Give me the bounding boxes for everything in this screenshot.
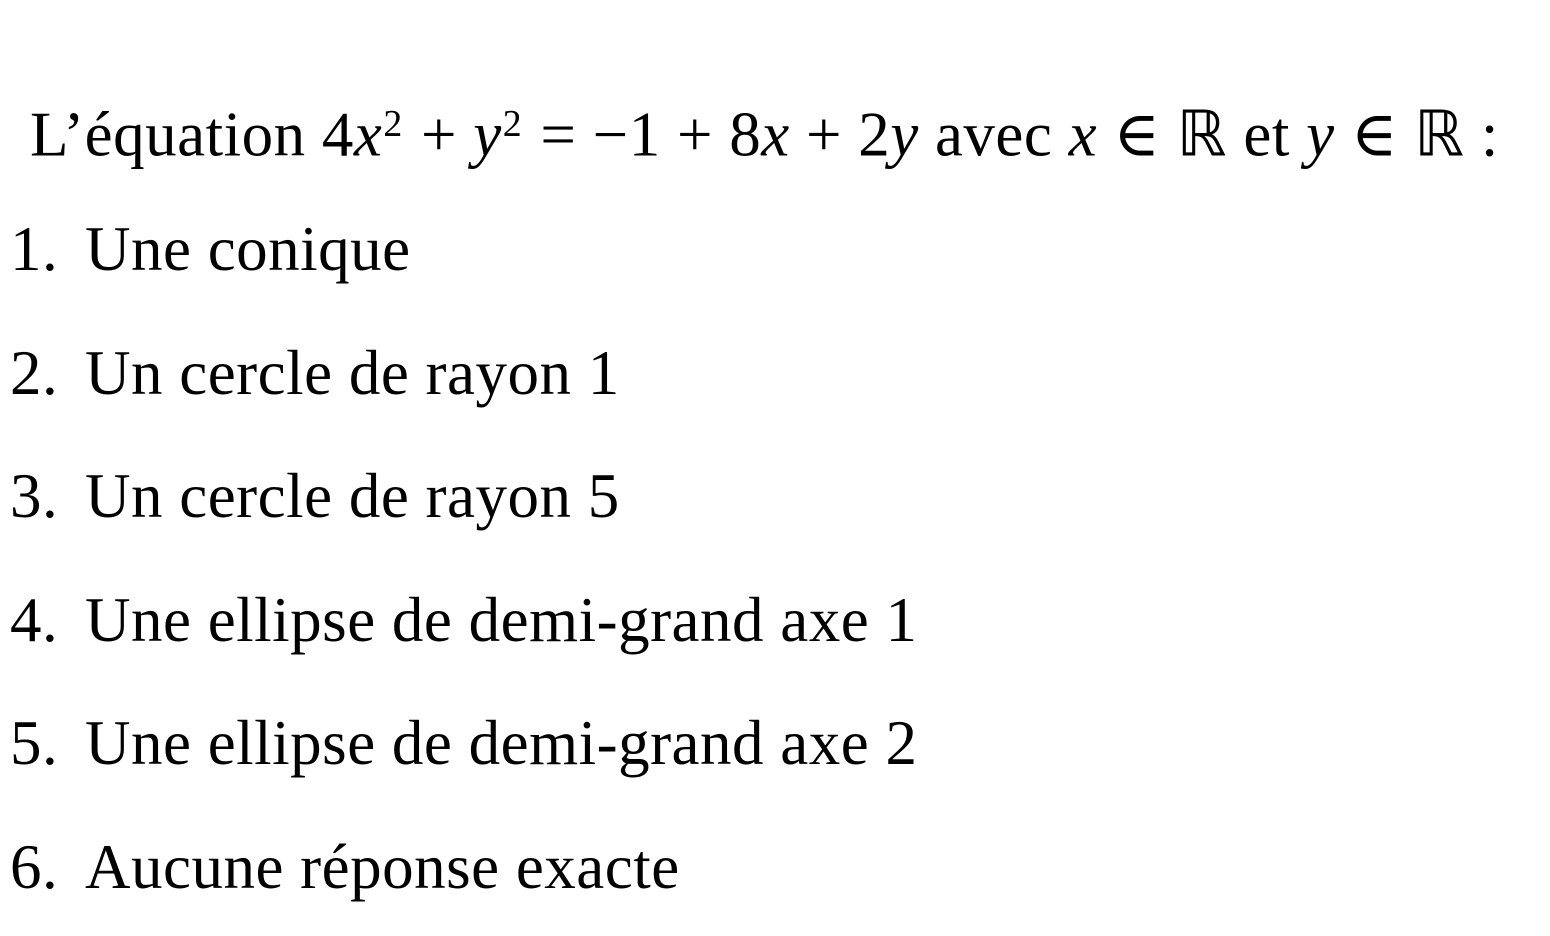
option-number: 2. bbox=[10, 338, 59, 408]
option-4[interactable] bbox=[10, 585, 917, 655]
title-segment: y bbox=[473, 99, 502, 170]
option-label: Une conique bbox=[85, 214, 411, 284]
title-segment: y bbox=[1306, 99, 1335, 170]
option-number: 4. bbox=[10, 585, 59, 655]
option-number: 6. bbox=[10, 832, 59, 902]
title-segment: = −1 + 8 bbox=[524, 99, 762, 170]
option-6[interactable] bbox=[10, 832, 680, 902]
title-segment: L’équation bbox=[30, 99, 322, 170]
option-label: Un cercle de rayon 1 bbox=[85, 338, 620, 408]
option-number: 3. bbox=[10, 461, 59, 531]
title-segment: + 2 bbox=[789, 99, 891, 170]
title-segment: ∈ bbox=[1097, 99, 1177, 170]
title-segment: ∈ bbox=[1334, 99, 1415, 170]
title-segment: y bbox=[890, 99, 919, 170]
title-segment: x bbox=[353, 99, 383, 170]
option-2[interactable] bbox=[10, 338, 620, 408]
title-segment: et bbox=[1227, 99, 1307, 170]
option-number: 5. bbox=[10, 708, 59, 778]
title-segment: avec bbox=[918, 99, 1069, 170]
title-segment: 2 bbox=[383, 103, 403, 145]
title-segment: x bbox=[1068, 99, 1098, 170]
title-segment: ℝ bbox=[1414, 97, 1465, 171]
option-label: Un cercle de rayon 5 bbox=[85, 461, 620, 531]
option-5[interactable] bbox=[10, 708, 917, 778]
title-segment: : bbox=[1464, 99, 1499, 170]
option-label: Une ellipse de demi-grand axe 2 bbox=[85, 708, 918, 778]
title-segment: 4 bbox=[321, 99, 354, 170]
title-segment: + bbox=[404, 99, 474, 170]
title-segment: ℝ bbox=[1176, 97, 1228, 171]
title-segment: x bbox=[761, 99, 790, 170]
question-title bbox=[30, 89, 1499, 170]
option-label: Aucune réponse exacte bbox=[85, 832, 680, 902]
option-number: 1. bbox=[10, 214, 59, 284]
option-1[interactable] bbox=[10, 214, 411, 284]
option-label: Une ellipse de demi-grand axe 1 bbox=[85, 585, 918, 655]
title-segment: 2 bbox=[502, 103, 523, 145]
option-3[interactable] bbox=[10, 461, 620, 531]
